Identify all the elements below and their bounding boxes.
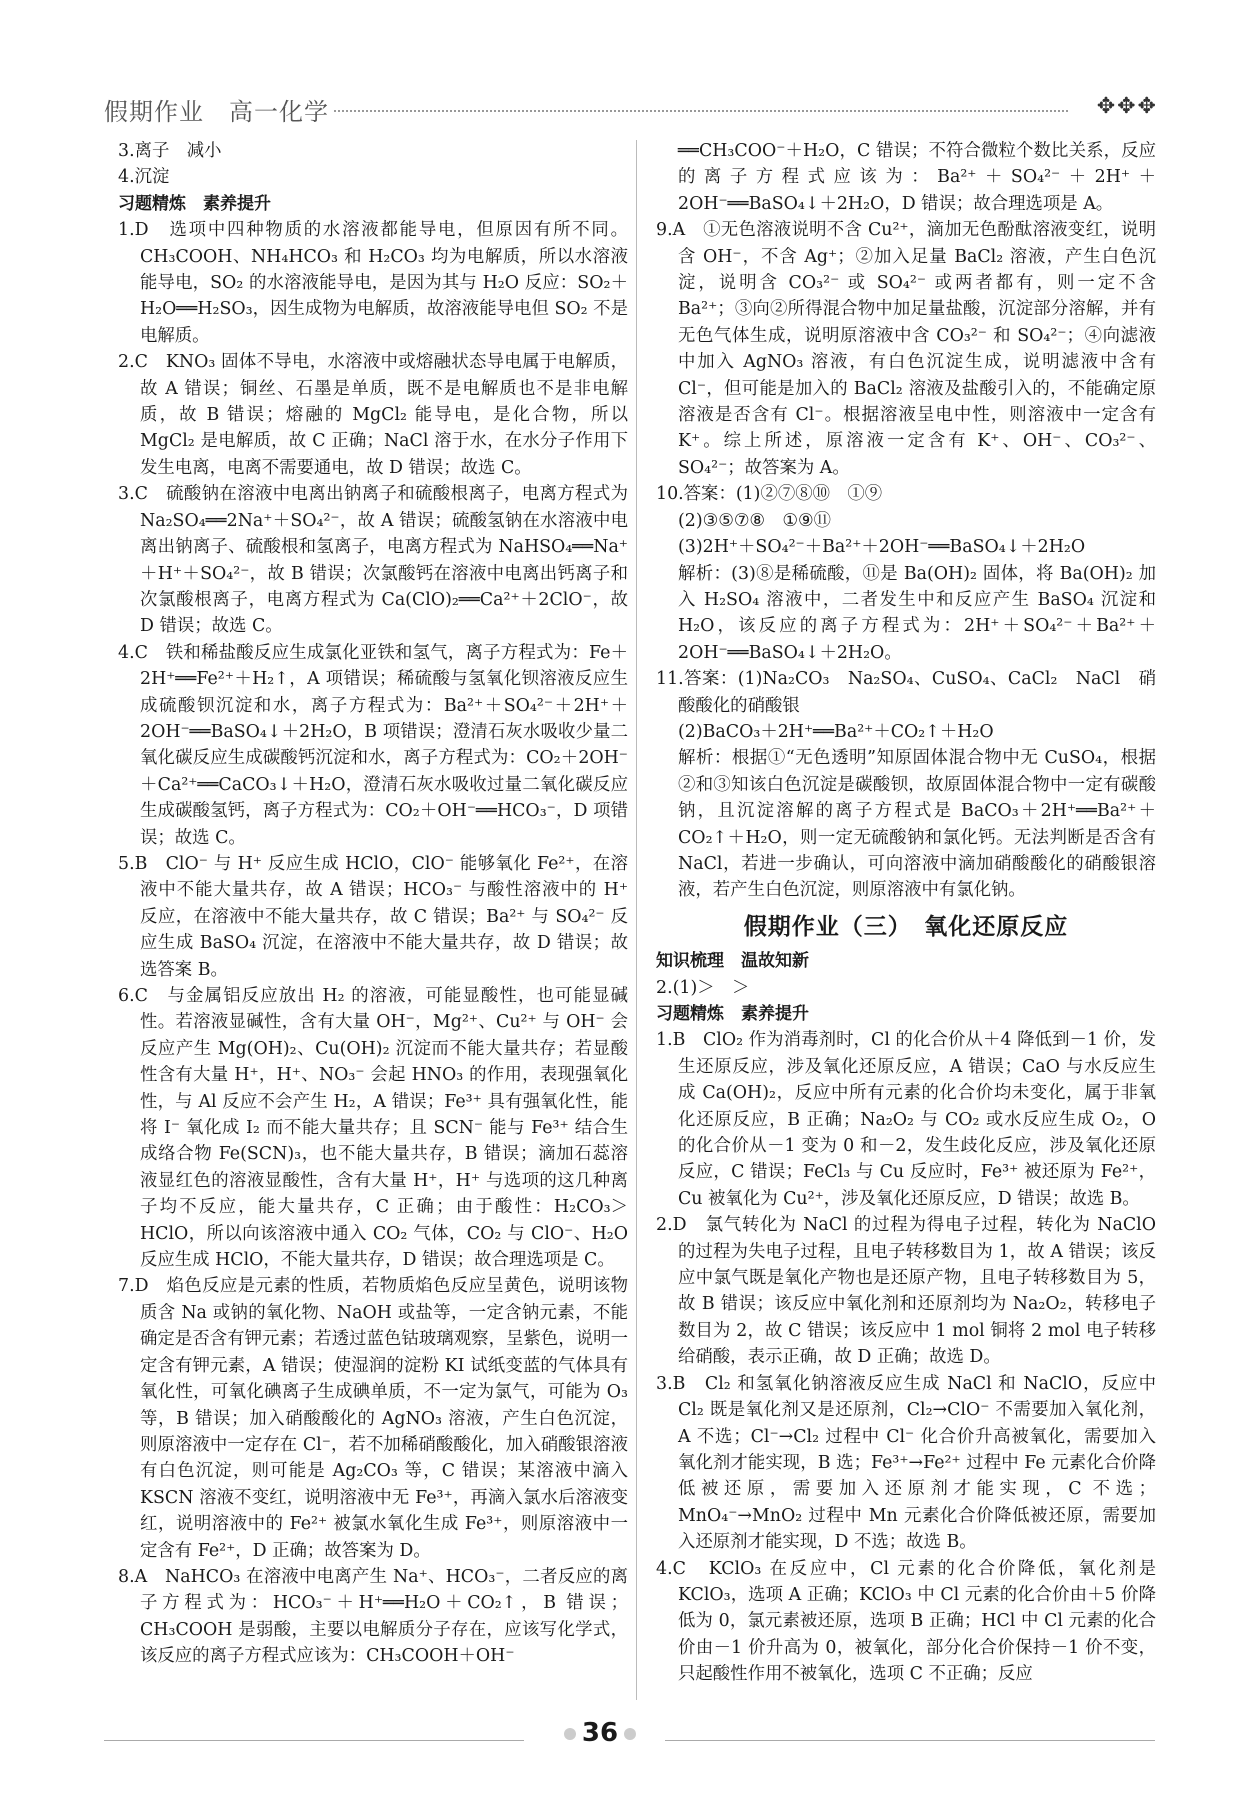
answer-continuation: 解析：根据①“无色透明”知原固体混合物中无 CuSO₄，根据②和③知该白色沉淀是碳酸钡，故原固体混合物中一定有碳酸钠，且沉淀溶解的离子方程式是 BaCO₃＋2H⁺══Ba²⁺＋CO₂↑＋H₂O，则一定无硫酸钠和氯化钙。无法判断是否含有 NaCl，若进一步确认，可向溶液中滴加硝酸酸化的硝酸银溶液，若产生白色沉淀，则原溶液中有氯化钠。 [678,748,1156,901]
answer-item: 3.C 硫酸钠在溶液中电离出钠离子和硫酸根离子，电离方程式为 Na₂SO₄══2Na⁺＋SO₄²⁻，故 A 错误；硫酸氢钠在水溶液中电离出钠离子、硫酸根和氢离子，电离方程式为 NaHSO₄══Na⁺＋H⁺＋SO₄²⁻，故 B 错误；次氯酸钙在溶液中电离出钙离子和次氯酸根离子，电离方程式为 Ca(ClO)₂══Ca²⁺＋2ClO⁻，故 D 错误；故选 C。 [118,484,628,637]
answer-item: 4.沉淀 [118,167,170,188]
answer-item: 2.D 氯气转化为 NaCl 的过程为得电子过程，转化为 NaClO 的过程为失电子过程，且电子转移数目为 1，故 A 错误；该反应中氯气既是氧化产物也是还原产物，且电子转移数目为 5，故 B 错误；该反应中氧化剂和还原剂均为 Na₂O₂，转移电子数目为 2，故 C 错误；该反应中 1 mol 铜将 2 mol 电子转移给硝酸，表示正确，故 D 正确；故选 D。 [656,1215,1156,1368]
answer-item: 5.B ClO⁻ 与 H⁺ 反应生成 HClO，ClO⁻ 能够氧化 Fe²⁺，在溶液中不能大量共存，故 A 错误；HCO₃⁻ 与酸性溶液中的 H⁺ 反应，在溶液中不能大量共存，故 C 错误；Ba²⁺ 与 SO₄²⁻ 反应生成 BaSO₄ 沉淀，在溶液中不能大量共存，故 D 错误；故选答案 B。 [118,853,628,980]
answer-item: 2.C KNO₃ 固体不导电，水溶液中或熔融状态导电属于电解质，故 A 错误；铜丝、石墨是单质，既不是电解质也不是非电解质，故 B 错误；熔融的 MgCl₂ 能导电，是化合物，所以 MgCl₂ 是电解质，故 C 正确；NaCl 溶于水，在水分子作用下发生电离，电离不需要通电，故 D 错误；故选 C。 [118,352,628,478]
page-number-text: 36 [581,1718,619,1748]
page-dot-icon [624,1728,636,1740]
section-heading: 习题精炼 素养提升 [656,1004,809,1024]
answer-item: 3.B Cl₂ 和氢氧化钠溶液反应生成 NaCl 和 NaClO，反应中 Cl₂ 既是氧化剂又是还原剂，Cl₂→ClO⁻ 不需要加入氧化剂，A 不选；Cl⁻→Cl₂ 过程中 Cl⁻ 化合价升高被氧化，需要加入氧化剂才能实现，B 选；Fe³⁺→Fe²⁺ 过程中 Fe 元素化合价降低被还原，需要加入还原剂才能实现，C 不选；MnO₄⁻→MnO₂ 过程中 Mn 元素化合价降低被还原，需要加入还原剂才能实现，D 不选；故选 B。 [656,1373,1156,1553]
answer-item: 3.离子 减小 [118,141,222,161]
answer-item: 11.答案：(1)Na₂CO₃ Na₂SO₄、CuSO₄、CaCl₂ NaCl 硝酸酸化的硝酸银 [656,669,1156,716]
footer-rule-right [665,1740,1155,1741]
page-number [540,1718,660,1748]
answer-item: 2.(1)＞ ＞ [656,977,750,998]
answer-item: 9.A ①无色溶液说明不含 Cu²⁺，滴加无色酚酞溶液变红，说明含 OH⁻，不含 Ag⁺；②加入足量 BaCl₂ 溶液，产生白色沉淀，说明含 CO₃²⁻ 或 SO₄²⁻ 或两者都有，则一定不含 Ba²⁺；③向②所得混合物中加足量盐酸，沉淀部分溶解，并有无色气体生成，说明原溶液中含 CO₃²⁻ 和 SO₄²⁻；④向滤液中加入 AgNO₃ 溶液，有白色沉淀生成，说明滤液中含有 Cl⁻，但可能是加入的 BaCl₂ 溶液及盐酸引入的，不能确定原溶液是否含有 Cl⁻。根据溶液呈电中性，则溶液中一定含有 K⁺。综上所述，原溶液一定含有 K⁺、OH⁻、CO₃²⁻、SO₄²⁻；故答案为 A。 [656,220,1156,478]
left-column [118,138,628,1670]
answer-item: 4.C 铁和稀盐酸反应生成氯化亚铁和氢气，离子方程式为：Fe＋2H⁺══Fe²⁺＋H₂↑，A 项错误；稀硫酸与氢氧化钡溶液反应生成硫酸钡沉淀和水，离子方程式为：Ba²⁺＋SO₄²⁻＋2H⁺＋2OH⁻══BaSO₄↓＋2H₂O，B 项错误；澄清石灰水吸收少量二氧化碳反应生成碳酸钙沉淀和水，离子方程式为：CO₂＋2OH⁻＋Ca²⁺══CaCO₃↓＋H₂O，澄清石灰水吸收过量二氧化碳反应生成碳酸氢钙，离子方程式为：CO₂＋OH⁻══HCO₃⁻，D 项错误；故选 C。 [118,642,628,848]
answer-continuation: (2)③⑤⑦⑧ ①⑨⑪ [678,510,831,531]
answer-item: 1.D 选项中四种物质的水溶液都能导电，但原因有所不同。CH₃COOH、NH₄HCO₃ 和 H₂CO₃ 均为电解质，所以水溶液能导电，SO₂ 的水溶液能导电，是因为其与 H₂O 反应：SO₂＋H₂O══H₂SO₃，因生成物为电解质，故溶液能导电但 SO₂ 不是电解质。 [118,220,628,346]
header-ornament-icon: ✥✥✥ [1096,94,1158,119]
answer-item: 10.答案：(1)②⑦⑧⑩ ①⑨ [656,484,883,505]
page-dot-icon [564,1728,576,1740]
footer-rule-left [104,1740,524,1741]
section-heading: 知识梳理 温故知新 [656,951,809,972]
right-column [656,138,1156,1688]
answer-continuation: ══CH₃COO⁻＋H₂O，C 错误；不符合微粒个数比关系，反应的离子方程式应该为：Ba²⁺＋SO₄²⁻＋2H⁺＋2OH⁻══BaSO₄↓＋2H₂O，D 错误；故合理选项是 A。 [678,141,1156,214]
answer-continuation: (3)2H⁺＋SO₄²⁻＋Ba²⁺＋2OH⁻══BaSO₄↓＋2H₂O [678,537,1086,558]
answer-continuation: 解析：(3)⑧是稀硫酸，⑪是 Ba(OH)₂ 固体，将 Ba(OH)₂ 加入 H₂SO₄ 溶液中，二者发生中和反应产生 BaSO₄ 沉淀和 H₂O，该反应的离子方程式为：2H⁺＋SO₄²⁻＋Ba²⁺＋2OH⁻══BaSO₄↓＋2H₂O。 [678,563,1156,663]
header-title: 假期作业 高一化学 [104,92,337,127]
column-divider [636,140,637,1700]
section-heading: 习题精炼 素养提升 [118,193,271,214]
assignment-title: 假期作业（三） 氧化还原反应 [743,913,1069,940]
answer-item: 6.C 与金属铝反应放出 H₂ 的溶液，可能显酸性，也可能显碱性。若溶液显碱性，含有大量 OH⁻，Mg²⁺、Cu²⁺ 与 OH⁻ 会反应产生 Mg(OH)₂、Cu(OH)₂ 沉淀而不能大量共存；若显酸性含有大量 H⁺，H⁺、NO₃⁻ 会起 HNO₃ 的作用，表现强氧化性，与 Al 反应不会产生 H₂，A 错误；Fe³⁺ 具有强氧化性，能将 I⁻ 氧化成 I₂ 而不能大量共存；且 SCN⁻ 能与 Fe³⁺ 结合生成络合物 Fe(SCN)₃，也不能大量共存，B 错误；滴加石蕊溶液显红色的溶液显酸性，含有大量 H⁺，H⁺ 与选项的这几种离子均不反应，能大量共存，C 正确；由于酸性：H₂CO₃＞HClO，所以向该溶液中通入 CO₂ 气体，CO₂ 与 ClO⁻、H₂O 反应生成 HClO，不能大量共存，D 错误；故合理选项是 C。 [118,986,628,1271]
answer-item: 8.A NaHCO₃ 在溶液中电离产生 Na⁺、HCO₃⁻，二者反应的离子方程式为：HCO₃⁻＋H⁺══H₂O＋CO₂↑，B 错误；CH₃COOH 是弱酸，主要以电解质分子存在，应该写化学式，该反应的离子方程式应该为：CH₃COOH＋OH⁻ [118,1566,628,1667]
answer-item: 1.B ClO₂ 作为消毒剂时，Cl 的化合价从＋4 降低到－1 价，发生还原反应，涉及氧化还原反应，A 错误；CaO 与水反应生成 Ca(OH)₂，反应中所有元素的化合价均未变化，属于非氧化还原反应，B 正确；Na₂O₂ 与 CO₂ 或水反应生成 O₂，O 的化合价从－1 变为 0 和－2，发生歧化反应，涉及氧化还原反应，C 错误；FeCl₃ 与 Cu 反应时，Fe³⁺ 被还原为 Fe²⁺，Cu 被氧化为 Cu²⁺，涉及氧化还原反应，D 错误；故选 B。 [656,1030,1156,1209]
answer-item: 7.D 焰色反应是元素的性质，若物质焰色反应呈黄色，说明该物质含 Na 或钠的氧化物、NaOH 或盐等，一定含钠元素，不能确定是否含有钾元素；若透过蓝色钴玻璃观察，呈紫色，说明一定含有钾元素，A 错误；使湿润的淀粉 KI 试纸变蓝的气体具有氧化性，可氧化碘离子生成碘单质，不一定为氯气，可能为 O₃ 等，B 错误；加入硝酸酸化的 AgNO₃ 溶液，产生白色沉淀，则原溶液中一定存在 Cl⁻，若不加稀硝酸酸化，加入硝酸银溶液有白色沉淀，则可能是 Ag₂CO₃ 等，C 错误；某溶液中滴入 KSCN 溶液不变红，说明溶液中无 Fe³⁺，再滴入氯水后溶液变红，说明溶液中的 Fe²⁺ 被氯水氧化生成 Fe³⁺，则原溶液中一定含有 Fe²⁺，D 正确；故答案为 D。 [118,1276,628,1561]
answer-continuation: (2)BaCO₃＋2H⁺══Ba²⁺＋CO₂↑＋H₂O [678,721,994,742]
page-header [104,88,1158,128]
header-dotted-rule [334,110,1068,112]
answer-item: 4.C KClO₃ 在反应中，Cl 元素的化合价降低，氧化剂是 KClO₃，选项 A 正确；KClO₃ 中 Cl 元素的化合价由＋5 价降低为 0，氯元素被还原，选项 B 正确；HCl 中 Cl 元素的化合价由－1 价升高为 0，被氧化，部分化合价保持－1 价不变，只起酸性作用不被氧化，选项 C 不正确；反应 [656,1558,1156,1685]
